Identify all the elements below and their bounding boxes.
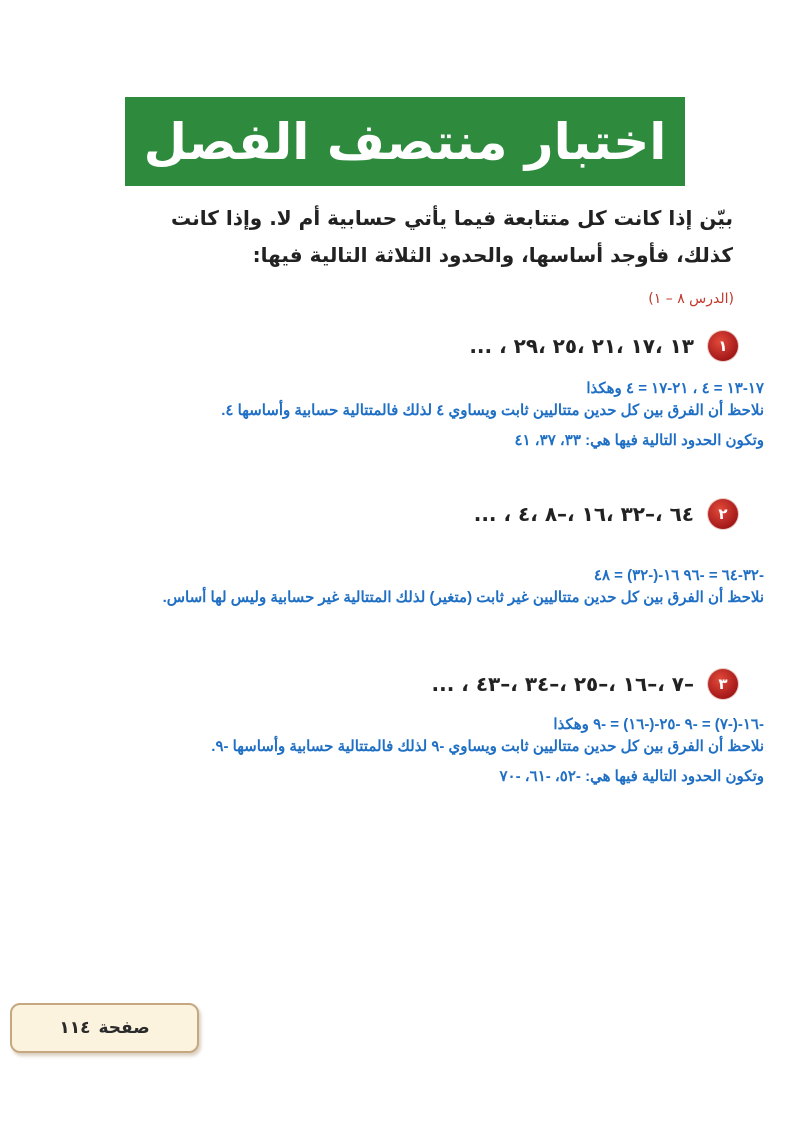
problem-sequence: –٧ ،–١٦ ،–٢٥ ،–٣٤ ،–٤٣ ، ... (431, 672, 694, 696)
problem-number-badge: ١ (708, 331, 738, 361)
answer-3 (44, 714, 764, 788)
page-label: صفحة (98, 1018, 150, 1038)
page-number: ١١٤ (59, 1018, 91, 1038)
page-title: اختبار منتصف الفصل (125, 97, 685, 186)
lesson-reference: (الدرس ٨ – ١) (648, 291, 734, 307)
answer-line: نلاحظ أن الفرق بين كل حدين متتاليين ثابت ويساوي ٤ لذلك فالمتتالية حسابية وأساسها ٤. (221, 402, 764, 419)
problem-2 (474, 496, 738, 532)
problem-sequence: ٦٤ ،–٣٢ ،١٦ ،–٨ ،٤ ، ... (473, 502, 694, 526)
answer-line: وتكون الحدود التالية فيها هي: -٥٢، -٦١، -٧٠ (499, 768, 764, 785)
problem-number-badge: ٢ (708, 499, 738, 529)
answer-line: -٣٢-٦٤ = -٩٦ ١٦-(-٣٢) = ٤٨ (593, 567, 764, 584)
answer-line: ١٧-١٣ = ٤ ، ٢١-١٧ = ٤ وهكذا (586, 380, 764, 397)
intro-line-1: بيّن إذا كانت كل متتابعة فيما يأتي حسابية أم لا. وإذا كانت (171, 206, 733, 230)
problem-number-badge: ٣ (708, 669, 738, 699)
answer-1 (44, 378, 764, 452)
problem-sequence: ١٣ ،١٧ ،٢١ ،٢٥ ،٢٩ ، ... (469, 334, 694, 358)
problem-1 (469, 328, 738, 364)
answer-line: نلاحظ أن الفرق بين كل حدين متتاليين غير ثابت (متغير) لذلك المتتالية غير حسابية وليس لها أساس. (162, 589, 764, 606)
answer-line: وتكون الحدود التالية فيها هي: ٣٣، ٣٧، ٤١ (514, 432, 764, 449)
page-number-tab (10, 1003, 199, 1053)
intro-line-2: كذلك، فأوجد أساسها، والحدود الثلاثة التالية فيها: (252, 243, 733, 267)
problem-3 (432, 666, 738, 702)
answer-line: -١٦-(-٧) = -٩ -٢٥-(-١٦) = -٩ وهكذا (553, 716, 764, 733)
answer-line: نلاحظ أن الفرق بين كل حدين متتاليين ثابت ويساوي -٩ لذلك فالمتتالية حسابية وأساسها -٩. (211, 738, 764, 755)
answer-2 (44, 565, 764, 609)
